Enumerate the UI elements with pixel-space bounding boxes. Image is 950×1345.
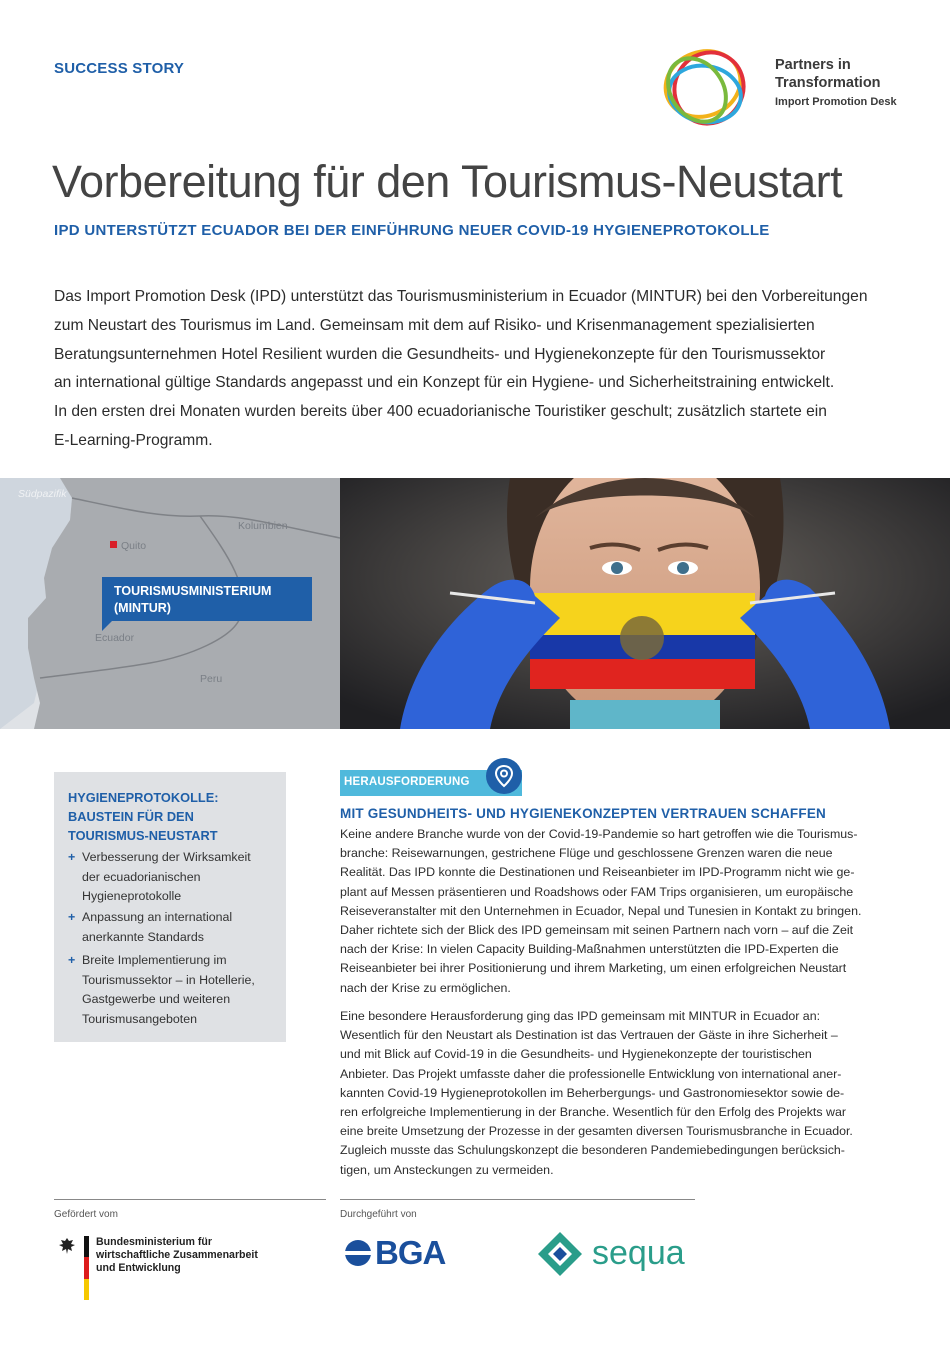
body-line: Realität. Das IPD konnte die Destinationen und Reiseanbieter im IPD-Programm nicht wie ge- (340, 865, 855, 880)
list-item-line: Breite Implementierung im (82, 953, 227, 967)
plus-icon: + (68, 910, 76, 924)
partners-in-transformation-logo[interactable] (657, 38, 917, 138)
sequa-logo[interactable] (536, 1228, 706, 1278)
page-subtitle: IPD UNTERSTÜTZT ECUADOR BEI DER EINFÜHRUNG NEUER COVID-19 HYGIENEPROTOKOLLE (54, 222, 770, 239)
list-item-line: Tourismusangeboten (82, 1011, 198, 1026)
intro-line: E-Learning-Programm. (54, 431, 213, 449)
intro-paragraph (54, 283, 904, 456)
logo-line-2: Transformation (775, 75, 881, 91)
logo-line-3: Import Promotion Desk (775, 96, 897, 108)
challenge-title: MIT GESUNDHEITS- UND HYGIENEKONZEPTEN VERTRAUEN SCHAFFEN (340, 806, 826, 821)
body-line: Eine besondere Herausforderung ging das IPD gemeinsam mit MINTUR in Ecuador an: (340, 1009, 821, 1023)
body-line: ren erfolgreiche Implementierung in der Branche. Wesentlich für den Erfolg des Projekts war (340, 1105, 846, 1120)
list-item (68, 848, 292, 907)
plus-icon: + (68, 850, 76, 864)
body-line: Zugleich musste das Schulungskonzept die besonderen Pandemiebedingungen berücksich- (340, 1143, 845, 1158)
map-label-kolumbien: Kolumbien (238, 520, 288, 532)
mintur-callout-line-1: TOURISMUSMINISTERIUM (114, 584, 272, 598)
challenge-paragraph-2 (340, 1007, 900, 1180)
bga-mark-icon (343, 1238, 373, 1268)
body-line: Keine andere Branche wurde von der Covid-19-Pandemie so hart getroffen wie die Tourismus- (340, 827, 858, 841)
sequa-mark-icon (536, 1230, 584, 1278)
map-label-sea: Südpazifik (18, 488, 67, 500)
photo-illustration (340, 478, 950, 729)
hygiene-protocols-box (54, 772, 286, 1042)
ministry-line: wirtschaftliche Zusammenarbeit (96, 1249, 258, 1261)
logo-line-1: Partners in (775, 57, 851, 73)
map-label-quito: Quito (121, 540, 147, 552)
plus-icon: + (68, 953, 76, 967)
map-label-peru: Peru (200, 673, 223, 685)
intro-line: In den ersten drei Monaten wurden bereits über 400 ecuadorianische Touristiker geschult; zusätzlich startete ein (54, 403, 827, 421)
list-item-line: Anpassung an international (82, 910, 233, 924)
intro-line: zum Neustart des Tourismus im Land. Gemeinsam mit dem auf Risiko- und Krisenmanagement spezialisierten (54, 316, 815, 334)
ecuador-map (0, 478, 340, 729)
intro-line: Das Import Promotion Desk (IPD) unterstützt das Tourismusministerium in Ecuador (MINTUR) bei den Vorbereitungen (54, 288, 868, 305)
map-label-ecuador: Ecuador (95, 632, 135, 644)
body-line: und mit Blick auf Covid-19 in die Gesundheits- und Hygienekonzepte der touristischen (340, 1047, 812, 1062)
challenge-tag (340, 770, 522, 796)
body-line: Daher richtete sich der Blick des IPD gemeinsam mit seinen Partnern nach vorn – auf die Zeit (340, 923, 854, 938)
ministry-line: Bundesministerium für (96, 1236, 212, 1248)
body-line: Anbieter. Das Projekt umfasste daher die professionelle Entwicklung von international aner- (340, 1066, 842, 1081)
body-line: Wesentlich für den Neustart als Destination ist das Vertrauen der Gäste in ihre Sicherheit – (340, 1028, 838, 1043)
challenge-paragraph-1 (340, 825, 900, 998)
body-line: tigen, um Ansteckungen zu vermeiden. (340, 1162, 554, 1177)
body-line: eine breite Umsetzung der Prozesse in der gesamten diversen Tourismusbranche in Ecuador. (340, 1124, 853, 1139)
list-item (68, 908, 292, 947)
masked-woman-photo (340, 478, 950, 729)
rings-logo-icon (657, 38, 757, 138)
sidebox-title-line: TOURISMUS-NEUSTART (68, 828, 218, 843)
list-item (68, 951, 292, 1029)
body-line: nach der Krise zu ermöglichen. (340, 980, 511, 995)
callout-tail (102, 621, 112, 631)
german-flag-bar-icon (84, 1236, 89, 1300)
location-pin-icon (486, 758, 522, 794)
sequa-wordmark: sequa (592, 1234, 685, 1272)
mintur-callout-line-2: (MINTUR) (114, 601, 171, 615)
mintur-callout (102, 577, 312, 621)
body-line: nach der Krise: In vielen Capacity Building-Maßnahmen unterstützten die IPD-Experten die (340, 942, 839, 957)
list-item-line: der ecuadorianischen (82, 869, 201, 884)
footer-divider (340, 1199, 695, 1200)
bga-logo[interactable] (343, 1232, 468, 1272)
bmz-logo-text[interactable] (96, 1236, 266, 1275)
ministry-line: und Entwicklung (96, 1262, 181, 1274)
kicker: SUCCESS STORY (54, 60, 185, 77)
intro-line: Beratungsunternehmen Hotel Resilient wurden die Gesundheits- und Hygienekonzepte für den Tourismussektor (54, 345, 826, 363)
list-item-line: Verbesserung der Wirksamkeit (82, 850, 251, 864)
body-line: Reiseanbieter bei ihrer Positionierung und ihrem Marketing, um einen erfolgreichen Neustart (340, 961, 847, 976)
intro-line: an international gültige Standards angepasst und ein Konzept für ein Hygiene- und Sicherheitstraining entwickelt. (54, 374, 835, 392)
sidebox-title-line: BAUSTEIN FÜR DEN (68, 809, 194, 824)
list-item-line: Tourismussektor – in Hotellerie, (82, 972, 255, 987)
federal-eagle-icon (56, 1236, 78, 1258)
body-line: branche: Reisewarnungen, gestrichene Flüge und geschlossene Grenzen waren die neue (340, 846, 833, 861)
list-item-line: anerkannte Standards (82, 929, 204, 944)
funded-by-label: Gefördert vom (54, 1209, 118, 1220)
sidebox-title (68, 788, 272, 845)
body-line: Reiseveranstalter mit den Unternehmen in Ecuador, Nepal und Tunesien in Kontakt zu bringen. (340, 903, 862, 918)
body-line: kannten Covid-19 Hygieneprotokollen im Beherbergungs- und Gastronomiesektor sowie de- (340, 1085, 845, 1100)
footer-divider (54, 1199, 326, 1200)
sidebox-title-line: HYGIENEPROTOKOLLE: (68, 790, 219, 805)
quito-pin-icon (110, 541, 117, 548)
challenge-tag-label: HERAUSFORDERUNG (344, 776, 470, 788)
bga-wordmark: BGA (375, 1234, 446, 1271)
list-item-line: Gastgewerbe und weiteren (82, 992, 231, 1006)
body-line: plant auf Messen präsentieren und Roadshows oder FAM Trips organisieren, um europäische (340, 884, 854, 899)
implemented-by-label: Durchgeführt von (340, 1209, 417, 1220)
page-title: Vorbereitung für den Tourismus-Neustart (52, 156, 843, 207)
list-item-line: Hygieneprotokolle (82, 889, 182, 903)
